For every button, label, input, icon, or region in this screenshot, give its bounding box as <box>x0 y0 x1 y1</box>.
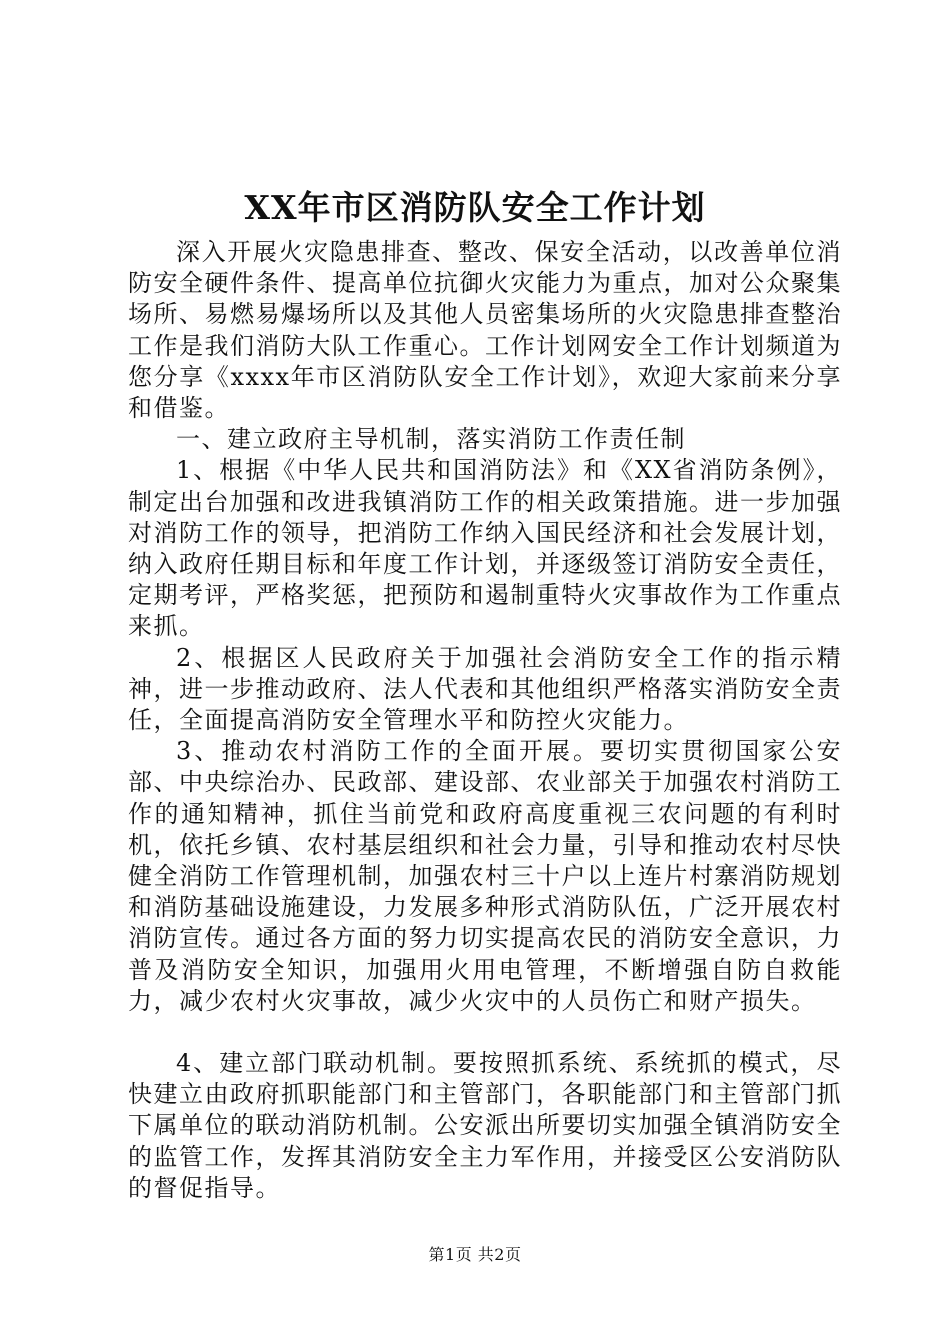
paragraph-item-3: 3、推动农村消防工作的全面开展。要切实贯彻国家公安部、中央综治办、民政部、建设部、农业部关于加强农村消防工作的通知精神，抓住当前党和政府高度重视三农问题的有利时机，依托乡镇、农村基层组织和社会力量，引导和推动农村尽快健全消防工作管理机制，加强农村三十户以上连片村寨消防规划和消防基础设施建设，力发展多种形式消防队伍，广泛开展农村消防宣传。通过各方面的努力切实提高农民的消防安全意识，力普及消防安全知识，加强用火用电管理，不断增强自防自救能力，减少农村火灾事故，减少火灾中的人员伤亡和财产损失。 <box>128 737 842 1015</box>
document-title: XX年市区消防队安全工作计划 <box>244 188 706 227</box>
section-heading-1: 一、建立政府主导机制，落实消防工作责任制 <box>176 425 686 454</box>
paragraph-item-4: 4、建立部门联动机制。要按照抓系统、系统抓的模式，尽快建立由政府抓职能部门和主管部门，各职能部门和主管部门抓下属单位的联动消防机制。公安派出所要切实加强全镇消防安全的监管工作，发挥其消防安全主力军作用，并接受区公安消防队的督促指导。 <box>128 1049 842 1202</box>
paragraph-intro: 深入开展火灾隐患排查、整改、保安全活动，以改善单位消防安全硬件条件、提高单位抗御火灾能力为重点，加对公众聚集场所、易燃易爆场所以及其他人员密集场所的火灾隐患排查整治工作是我们消防大队工作重心。工作计划网安全工作计划频道为您分享《xxxx年市区消防队安全工作计划》，欢迎大家前来分享和借鉴。 <box>128 238 842 423</box>
paragraph-item-1: 1、根据《中华人民共和国消防法》和《XX省消防条例》，制定出台加强和改进我镇消防工作的相关政策措施。进一步加强对消防工作的领导，把消防工作纳入国民经济和社会发展计划，纳入政府任期目标和年度工作计划，并逐级签订消防安全责任，定期考评，严格奖惩，把预防和遏制重特火灾事故作为工作重点来抓。 <box>128 456 842 641</box>
paragraph-item-2: 2、根据区人民政府关于加强社会消防安全工作的指示精神，进一步推动政府、法人代表和其他组织严格落实消防安全责任，全面提高消防安全管理水平和防控火灾能力。 <box>128 643 842 735</box>
page-number-footer: 第1页 共2页 <box>428 1245 522 1264</box>
document-body <box>128 237 842 1204</box>
